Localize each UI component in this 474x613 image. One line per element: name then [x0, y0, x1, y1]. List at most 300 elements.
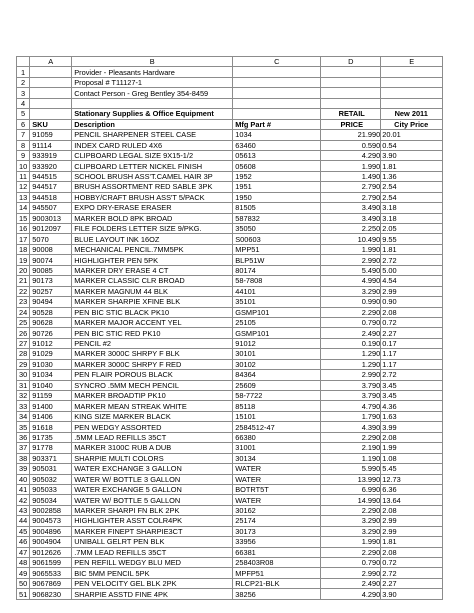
cell-city-price[interactable]: 4.54	[381, 276, 443, 286]
cell-sku[interactable]: 9012097	[30, 224, 72, 234]
cell-retail-price[interactable]: 3.290	[321, 286, 381, 296]
row-number[interactable]: 13	[17, 192, 30, 202]
cell-mfg-part[interactable]: 38256	[233, 589, 321, 599]
cell-sku[interactable]: 5070	[30, 234, 72, 244]
cell-retail-price[interactable]	[321, 88, 381, 98]
cell-description[interactable]: PEN REFILL WEDGY BLU MED	[72, 558, 233, 568]
cell-retail-price[interactable]: 0.990	[321, 297, 381, 307]
cell-sku[interactable]: SKU	[30, 119, 72, 129]
cell-mfg-part[interactable]: 91012	[233, 338, 321, 348]
cell-city-price[interactable]: City Price	[381, 119, 443, 129]
cell-mfg-part[interactable]: WATER	[233, 474, 321, 484]
cell-description[interactable]: PENCIL SHARPENER STEEL CASE	[72, 130, 233, 140]
cell-sku[interactable]: 90257	[30, 286, 72, 296]
cell-sku[interactable]: 9068230	[30, 589, 72, 599]
cell-mfg-part[interactable]: Mfg Part #	[233, 119, 321, 129]
cell-mfg-part[interactable]: 05608	[233, 161, 321, 171]
cell-description[interactable]: WATER W/ BOTTLE 3 GALLON	[72, 474, 233, 484]
cell-city-price[interactable]: 0.17	[381, 338, 443, 348]
row-number[interactable]: 26	[17, 328, 30, 338]
row-number[interactable]: 34	[17, 411, 30, 421]
cell-description[interactable]: PEN VELOCITY GEL BLK 2PK	[72, 578, 233, 588]
cell-sku[interactable]: 91406	[30, 411, 72, 421]
cell-city-price[interactable]: 1.17	[381, 349, 443, 359]
column-header-e[interactable]: E	[381, 57, 443, 67]
cell-retail-price[interactable]: 1.290	[321, 359, 381, 369]
row-number[interactable]: 8	[17, 140, 30, 150]
cell-sku[interactable]: 90628	[30, 317, 72, 327]
cell-retail-price[interactable]: 2.190	[321, 443, 381, 453]
row-number[interactable]: 25	[17, 317, 30, 327]
cell-mfg-part[interactable]: 1950	[233, 192, 321, 202]
cell-city-price[interactable]: 2.08	[381, 432, 443, 442]
cell-retail-price[interactable]: 4.290	[321, 150, 381, 160]
cell-city-price[interactable]: 1.36	[381, 171, 443, 181]
cell-retail-price[interactable]: 2.250	[321, 224, 381, 234]
cell-city-price[interactable]: 2.99	[381, 286, 443, 296]
row-number[interactable]: 48	[17, 558, 30, 568]
cell-mfg-part[interactable]: 25174	[233, 516, 321, 526]
row-number[interactable]: 51	[17, 589, 30, 599]
cell-description[interactable]: Contact Person - Greg Bentley 354-8459	[72, 88, 233, 98]
cell-description[interactable]: .5MM LEAD REFILLS 35CT	[72, 432, 233, 442]
cell-retail-price[interactable]: 0.790	[321, 317, 381, 327]
cell-sku[interactable]: 905031	[30, 464, 72, 474]
row-number[interactable]: 45	[17, 526, 30, 536]
cell-retail-price[interactable]: 5.490	[321, 265, 381, 275]
cell-sku[interactable]: 9067869	[30, 578, 72, 588]
cell-retail-price[interactable]: 4.990	[321, 276, 381, 286]
cell-description[interactable]: SHARPIE ASSTD FINE 4PK	[72, 589, 233, 599]
cell-city-price[interactable]: 2.05	[381, 224, 443, 234]
cell-description[interactable]: BIC 5MM PENCIL 5PK	[72, 568, 233, 578]
row-number[interactable]: 35	[17, 422, 30, 432]
cell-mfg-part[interactable]: 1951	[233, 182, 321, 192]
cell-mfg-part[interactable]: 31001	[233, 443, 321, 453]
cell-sku[interactable]: 9012626	[30, 547, 72, 557]
cell-description[interactable]: HIGHLIGHTER ASST COLR4PK	[72, 516, 233, 526]
cell-sku[interactable]: 91400	[30, 401, 72, 411]
row-number[interactable]: 30	[17, 370, 30, 380]
cell-city-price[interactable]: 0.72	[381, 558, 443, 568]
cell-description[interactable]: FILE FOLDERS LETTER SIZE 9/PKG.	[72, 224, 233, 234]
cell-mfg-part[interactable]	[233, 98, 321, 108]
cell-mfg-part[interactable]: 58-7722	[233, 391, 321, 401]
cell-description[interactable]: WATER EXCHANGE 3 GALLON	[72, 464, 233, 474]
cell-mfg-part[interactable]: 44101	[233, 286, 321, 296]
cell-sku[interactable]: 91159	[30, 391, 72, 401]
cell-mfg-part[interactable]: 85118	[233, 401, 321, 411]
cell-sku[interactable]: 903371	[30, 453, 72, 463]
cell-retail-price[interactable]: 2.290	[321, 547, 381, 557]
row-number[interactable]: 40	[17, 474, 30, 484]
cell-retail-price[interactable]: 1.490	[321, 171, 381, 181]
cell-city-price[interactable]: 3.45	[381, 380, 443, 390]
row-number[interactable]: 33	[17, 401, 30, 411]
cell-retail-price[interactable]: 0.790	[321, 558, 381, 568]
cell-sku[interactable]: 933919	[30, 150, 72, 160]
cell-description[interactable]: MECHANICAL PENCIL.7MM5PK	[72, 244, 233, 254]
cell-city-price[interactable]: 1.81	[381, 537, 443, 547]
cell-description[interactable]: MARKER 3000C SHRPY F RED	[72, 359, 233, 369]
cell-sku[interactable]	[30, 109, 72, 119]
row-number[interactable]: 17	[17, 234, 30, 244]
cell-mfg-part[interactable]: 30173	[233, 526, 321, 536]
cell-description[interactable]: MARKER DRY ERASE 4 CT	[72, 265, 233, 275]
cell-mfg-part[interactable]: 81505	[233, 203, 321, 213]
cell-description[interactable]: MARKER 3100C RUB A DUB	[72, 443, 233, 453]
cell-sku[interactable]: 944518	[30, 192, 72, 202]
cell-retail-price[interactable]: 2.290	[321, 307, 381, 317]
cell-mfg-part[interactable]: 258403R08	[233, 558, 321, 568]
cell-mfg-part[interactable]: 30134	[233, 453, 321, 463]
cell-city-price[interactable]	[381, 98, 443, 108]
cell-city-price[interactable]: 2.08	[381, 505, 443, 515]
column-header-b[interactable]: B	[72, 57, 233, 67]
row-number[interactable]: 5	[17, 109, 30, 119]
cell-retail-price[interactable]: 1.990	[321, 537, 381, 547]
cell-retail-price[interactable]: 2.490	[321, 328, 381, 338]
cell-sku[interactable]: 90085	[30, 265, 72, 275]
row-number[interactable]: 9	[17, 150, 30, 160]
row-number[interactable]: 24	[17, 307, 30, 317]
cell-description[interactable]: BLUE LAYOUT INK 16OZ	[72, 234, 233, 244]
cell-mfg-part[interactable]: 1952	[233, 171, 321, 181]
cell-description[interactable]: Description	[72, 119, 233, 129]
cell-retail-price[interactable]: 2.490	[321, 578, 381, 588]
column-header-d[interactable]: D	[321, 57, 381, 67]
cell-city-price[interactable]: 1.08	[381, 453, 443, 463]
cell-retail-price[interactable]: 6.990	[321, 484, 381, 494]
cell-sku[interactable]: 9004904	[30, 537, 72, 547]
cell-sku[interactable]: 905034	[30, 495, 72, 505]
row-number[interactable]: 22	[17, 286, 30, 296]
column-header-c[interactable]: C	[233, 57, 321, 67]
cell-description[interactable]: SYNCRO .5MM MECH PENCIL	[72, 380, 233, 390]
cell-city-price[interactable]: 2.72	[381, 255, 443, 265]
cell-sku[interactable]: 9003013	[30, 213, 72, 223]
cell-retail-price[interactable]: 5.990	[321, 464, 381, 474]
row-number[interactable]: 6	[17, 119, 30, 129]
row-number[interactable]: 28	[17, 349, 30, 359]
cell-description[interactable]: MARKER SHARPIE XFINE BLK	[72, 297, 233, 307]
row-number[interactable]: 14	[17, 203, 30, 213]
cell-sku[interactable]: 91618	[30, 422, 72, 432]
cell-mfg-part[interactable]: 63460	[233, 140, 321, 150]
cell-city-price[interactable]: 0.54	[381, 140, 443, 150]
cell-city-price[interactable]: 12.73	[381, 474, 443, 484]
cell-city-price[interactable]: 2.99	[381, 526, 443, 536]
cell-retail-price[interactable]: 0.190	[321, 338, 381, 348]
cell-mfg-part[interactable]: 587832	[233, 213, 321, 223]
cell-mfg-part[interactable]: S00603	[233, 234, 321, 244]
cell-mfg-part[interactable]: 35101	[233, 297, 321, 307]
row-number[interactable]: 23	[17, 297, 30, 307]
cell-description[interactable]: MARKER BOLD 8PK BROAD	[72, 213, 233, 223]
cell-retail-price[interactable]: 2.290	[321, 432, 381, 442]
cell-description[interactable]: WATER W/ BOTTLE 5 GALLON	[72, 495, 233, 505]
cell-retail-price[interactable]: 1.190	[321, 453, 381, 463]
row-number[interactable]: 39	[17, 464, 30, 474]
row-number[interactable]: 4	[17, 98, 30, 108]
cell-city-price[interactable]: 2.08	[381, 547, 443, 557]
cell-sku[interactable]: 9061599	[30, 558, 72, 568]
cell-retail-price[interactable]: 4.290	[321, 589, 381, 599]
cell-mfg-part[interactable]: WATER	[233, 464, 321, 474]
row-number[interactable]: 44	[17, 516, 30, 526]
cell-sku[interactable]	[30, 67, 72, 77]
cell-city-price[interactable]: 13.64	[381, 495, 443, 505]
cell-retail-price[interactable]: 3.790	[321, 380, 381, 390]
cell-city-price[interactable]: 1.63	[381, 411, 443, 421]
cell-city-price[interactable]: 2.27	[381, 328, 443, 338]
cell-description[interactable]: MARKER MAGNUM 44 BLK	[72, 286, 233, 296]
row-number[interactable]: 2	[17, 77, 30, 87]
cell-city-price[interactable]: 3.18	[381, 213, 443, 223]
cell-city-price[interactable]: 1.81	[381, 161, 443, 171]
cell-sku[interactable]: 90173	[30, 276, 72, 286]
cell-description[interactable]: BRUSH ASSORTMENT RED SABLE 3PK	[72, 182, 233, 192]
cell-sku[interactable]: 905032	[30, 474, 72, 484]
cell-sku[interactable]: 90494	[30, 297, 72, 307]
cell-city-price[interactable]: 6.36	[381, 484, 443, 494]
cell-mfg-part[interactable]: 35050	[233, 224, 321, 234]
row-number[interactable]: 43	[17, 505, 30, 515]
cell-description[interactable]: Provider - Pleasants Hardware	[72, 67, 233, 77]
cell-retail-price[interactable]: 1.790	[321, 411, 381, 421]
cell-mfg-part[interactable]: 33956	[233, 537, 321, 547]
cell-city-price[interactable]: 3.18	[381, 203, 443, 213]
cell-retail-price[interactable]: 3.790	[321, 391, 381, 401]
cell-mfg-part[interactable]: BOTRT5T	[233, 484, 321, 494]
cell-city-price[interactable]: 4.36	[381, 401, 443, 411]
row-number[interactable]: 38	[17, 453, 30, 463]
cell-retail-price[interactable]: 2.790	[321, 182, 381, 192]
cell-city-price[interactable]: 3.90	[381, 589, 443, 599]
cell-mfg-part[interactable]: WATER	[233, 495, 321, 505]
row-number[interactable]: 7	[17, 130, 30, 140]
cell-mfg-part[interactable]: 30102	[233, 359, 321, 369]
cell-city-price[interactable]	[381, 67, 443, 77]
cell-mfg-part[interactable]: RLCP21-BLK	[233, 578, 321, 588]
cell-sku[interactable]: 91114	[30, 140, 72, 150]
cell-city-price[interactable]: 3.45	[381, 391, 443, 401]
cell-sku[interactable]: 945507	[30, 203, 72, 213]
cell-retail-price[interactable]: 3.290	[321, 516, 381, 526]
cell-sku[interactable]: 90074	[30, 255, 72, 265]
row-number[interactable]: 50	[17, 578, 30, 588]
row-number[interactable]: 27	[17, 338, 30, 348]
cell-description[interactable]: CLIPBOARD LEGAL SIZE 9X15-1/2	[72, 150, 233, 160]
cell-retail-price[interactable]	[321, 67, 381, 77]
cell-sku[interactable]: 944517	[30, 182, 72, 192]
cell-sku[interactable]: 905033	[30, 484, 72, 494]
cell-mfg-part[interactable]: GSMP101	[233, 328, 321, 338]
cell-city-price[interactable]: 5.45	[381, 464, 443, 474]
cell-sku[interactable]	[30, 77, 72, 87]
cell-retail-price[interactable]: 4.390	[321, 422, 381, 432]
cell-retail-price[interactable]: 2.990	[321, 370, 381, 380]
cell-city-price[interactable]: 2.72	[381, 568, 443, 578]
row-number[interactable]: 20	[17, 265, 30, 275]
cell-sku[interactable]: 90528	[30, 307, 72, 317]
row-number[interactable]: 1	[17, 67, 30, 77]
row-number[interactable]: 41	[17, 484, 30, 494]
cell-city-price[interactable]: 3.90	[381, 150, 443, 160]
cell-retail-price[interactable]: 2.990	[321, 568, 381, 578]
row-number[interactable]: 21	[17, 276, 30, 286]
row-number[interactable]: 37	[17, 443, 30, 453]
cell-sku[interactable]: 91030	[30, 359, 72, 369]
cell-city-price[interactable]: 0.72	[381, 317, 443, 327]
cell-retail-price[interactable]: RETAIL	[321, 109, 381, 119]
cell-mfg-part[interactable]: 25609	[233, 380, 321, 390]
cell-mfg-part[interactable]: 30101	[233, 349, 321, 359]
cell-city-price[interactable]: 9.55	[381, 234, 443, 244]
cell-city-price[interactable]: 5.00	[381, 265, 443, 275]
cell-retail-price[interactable]: 1.990	[321, 244, 381, 254]
cell-mfg-part[interactable]	[233, 77, 321, 87]
cell-retail-price[interactable]: 2.790	[321, 192, 381, 202]
cell-retail-price[interactable]: 2.290	[321, 505, 381, 515]
cell-description[interactable]: HIGHLIGHTER PEN 5PK	[72, 255, 233, 265]
cell-retail-price[interactable]: 21.990	[321, 130, 381, 140]
cell-mfg-part[interactable]: 1034	[233, 130, 321, 140]
cell-description[interactable]: PEN BIC STIC RED PK10	[72, 328, 233, 338]
cell-sku[interactable]: 91034	[30, 370, 72, 380]
row-number[interactable]: 18	[17, 244, 30, 254]
cell-description[interactable]: MARKER CLASSIC CLR BROAD	[72, 276, 233, 286]
row-number[interactable]: 32	[17, 391, 30, 401]
cell-description[interactable]: KING SIZE MARKER BLACK	[72, 411, 233, 421]
cell-city-price[interactable]: 20.01	[381, 130, 443, 140]
row-number[interactable]: 31	[17, 380, 30, 390]
cell-retail-price[interactable]: 14.990	[321, 495, 381, 505]
cell-sku[interactable]	[30, 98, 72, 108]
cell-city-price[interactable]: 1.99	[381, 443, 443, 453]
cell-sku[interactable]: 9004896	[30, 526, 72, 536]
cell-retail-price[interactable]: PRICE	[321, 119, 381, 129]
cell-mfg-part[interactable]: BLP51W	[233, 255, 321, 265]
cell-description[interactable]: HOBBY/CRAFT BRUSH ASS'T 5/PACK	[72, 192, 233, 202]
cell-mfg-part[interactable]: 05613	[233, 150, 321, 160]
row-number[interactable]: 10	[17, 161, 30, 171]
row-number[interactable]: 46	[17, 537, 30, 547]
cell-mfg-part[interactable]: 84364	[233, 370, 321, 380]
cell-description[interactable]	[72, 98, 233, 108]
cell-retail-price[interactable]: 13.990	[321, 474, 381, 484]
cell-city-price[interactable]: 2.72	[381, 370, 443, 380]
cell-sku[interactable]: 91040	[30, 380, 72, 390]
cell-mfg-part[interactable]: GSMP101	[233, 307, 321, 317]
cell-description[interactable]: CLIPBOARD LETTER NICKEL FINISH	[72, 161, 233, 171]
cell-description[interactable]: MARKER MEAN STREAK WHITE	[72, 401, 233, 411]
cell-mfg-part[interactable]: 15101	[233, 411, 321, 421]
cell-sku[interactable]: 91778	[30, 443, 72, 453]
cell-city-price[interactable]: 2.54	[381, 182, 443, 192]
cell-city-price[interactable]: New 2011	[381, 109, 443, 119]
row-number[interactable]: 36	[17, 432, 30, 442]
row-number[interactable]: 49	[17, 568, 30, 578]
row-number[interactable]: 12	[17, 182, 30, 192]
cell-retail-price[interactable]	[321, 98, 381, 108]
cell-mfg-part[interactable]	[233, 109, 321, 119]
cell-retail-price[interactable]: 1.290	[321, 349, 381, 359]
cell-city-price[interactable]: 1.81	[381, 244, 443, 254]
cell-description[interactable]: WATER EXCHANGE 5 GALLON	[72, 484, 233, 494]
cell-sku[interactable]: 90008	[30, 244, 72, 254]
cell-mfg-part[interactable]	[233, 67, 321, 77]
cell-sku[interactable]: 91735	[30, 432, 72, 442]
column-header-a[interactable]: A	[30, 57, 72, 67]
cell-description[interactable]: MARKER BROADTIP PK10	[72, 391, 233, 401]
cell-description[interactable]: Proposal # T11127-1	[72, 77, 233, 87]
cell-sku[interactable]: 944515	[30, 171, 72, 181]
cell-description[interactable]: MARKER FINEPT SHARPIE3CT	[72, 526, 233, 536]
cell-mfg-part[interactable]: 30162	[233, 505, 321, 515]
cell-mfg-part[interactable]: MPP51	[233, 244, 321, 254]
cell-mfg-part[interactable]: 80174	[233, 265, 321, 275]
row-number[interactable]: 47	[17, 547, 30, 557]
cell-city-price[interactable]: 1.17	[381, 359, 443, 369]
cell-sku[interactable]	[30, 88, 72, 98]
cell-description[interactable]: MARKER 3000C SHRPY F BLK	[72, 349, 233, 359]
cell-sku[interactable]: 90726	[30, 328, 72, 338]
cell-retail-price[interactable]: 0.590	[321, 140, 381, 150]
cell-description[interactable]: PEN WEDGY ASSORTED	[72, 422, 233, 432]
cell-retail-price[interactable]: 10.490	[321, 234, 381, 244]
cell-mfg-part[interactable]: MPFP51	[233, 568, 321, 578]
cell-description[interactable]: EXPO DRY-ERASE ERASER	[72, 203, 233, 213]
cell-description[interactable]: Stationary Supplies & Office Equipment	[72, 109, 233, 119]
cell-description[interactable]: PENCIL #2	[72, 338, 233, 348]
cell-mfg-part[interactable]: 66381	[233, 547, 321, 557]
row-number[interactable]: 16	[17, 224, 30, 234]
cell-description[interactable]: SCHOOL BRUSH ASS'T.CAMEL HAIR 3P	[72, 171, 233, 181]
cell-sku[interactable]: 91029	[30, 349, 72, 359]
cell-sku[interactable]: 91012	[30, 338, 72, 348]
cell-city-price[interactable]: 2.27	[381, 578, 443, 588]
cell-mfg-part[interactable]: 25105	[233, 317, 321, 327]
cell-retail-price[interactable]: 3.490	[321, 203, 381, 213]
cell-sku[interactable]: 9002858	[30, 505, 72, 515]
row-number[interactable]: 42	[17, 495, 30, 505]
row-number[interactable]: 19	[17, 255, 30, 265]
row-number[interactable]: 3	[17, 88, 30, 98]
cell-mfg-part[interactable]	[233, 88, 321, 98]
cell-description[interactable]: UNIBALL GELRT PEN BLK	[72, 537, 233, 547]
cell-retail-price[interactable]: 3.490	[321, 213, 381, 223]
cell-description[interactable]: MARKER SHARPI FN BLK 2PK	[72, 505, 233, 515]
cell-description[interactable]: MARKER MAJOR ACCENT YEL	[72, 317, 233, 327]
cell-description[interactable]: .7MM LEAD REFILLS 35CT	[72, 547, 233, 557]
cell-description[interactable]: PEN BIC STIC BLACK PK10	[72, 307, 233, 317]
cell-description[interactable]: INDEX CARD RULED 4X6	[72, 140, 233, 150]
cell-city-price[interactable]: 0.90	[381, 297, 443, 307]
row-number[interactable]: 11	[17, 171, 30, 181]
cell-sku[interactable]: 9004573	[30, 516, 72, 526]
select-all-corner[interactable]	[17, 57, 30, 67]
cell-city-price[interactable]: 2.99	[381, 516, 443, 526]
cell-sku[interactable]: 91059	[30, 130, 72, 140]
row-number[interactable]: 15	[17, 213, 30, 223]
cell-retail-price[interactable]: 1.990	[321, 161, 381, 171]
cell-mfg-part[interactable]: 58-7808	[233, 276, 321, 286]
cell-city-price[interactable]: 3.99	[381, 422, 443, 432]
cell-city-price[interactable]: 2.54	[381, 192, 443, 202]
row-number[interactable]: 29	[17, 359, 30, 369]
cell-city-price[interactable]	[381, 88, 443, 98]
